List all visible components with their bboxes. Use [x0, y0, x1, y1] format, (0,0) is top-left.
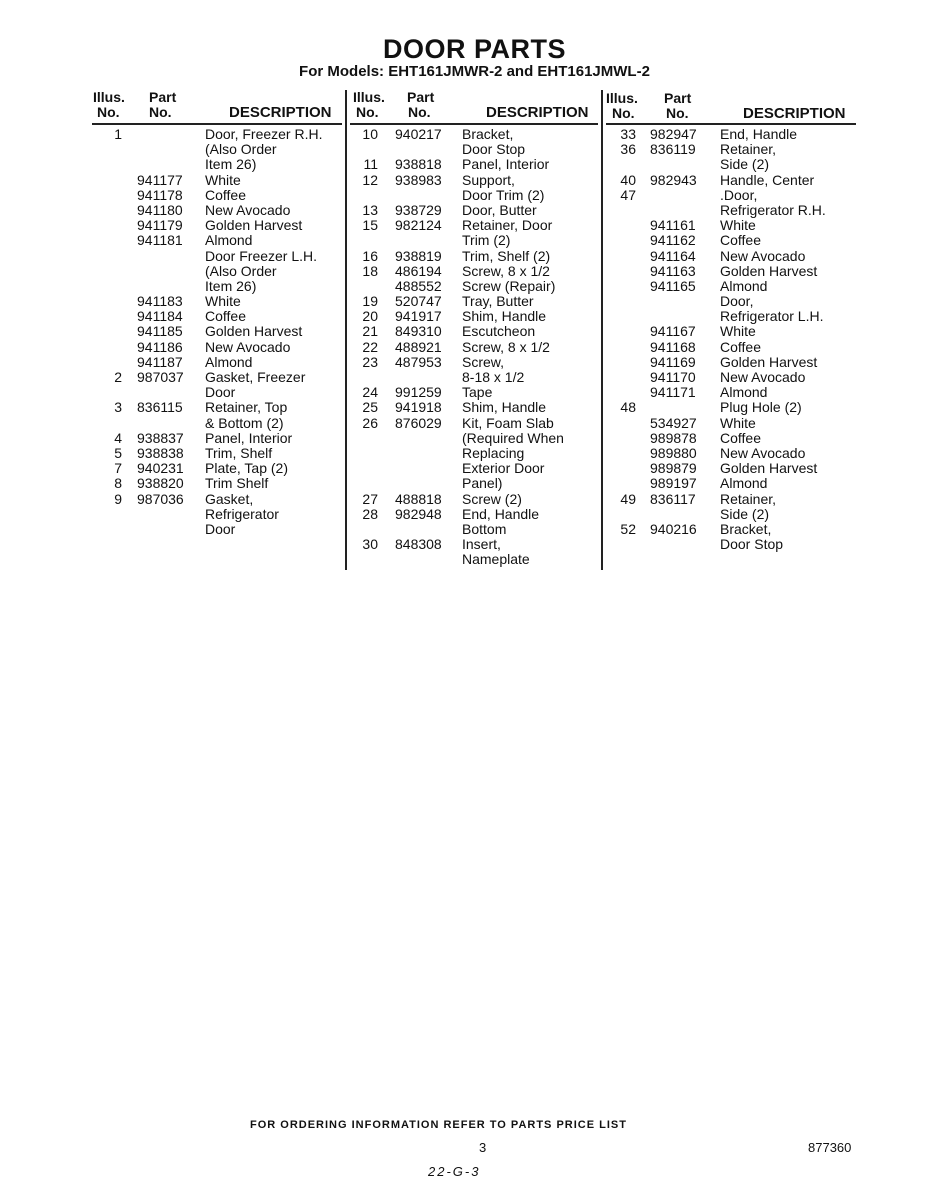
part-description: Side (2) — [720, 156, 770, 173]
part-description: New Avocado — [205, 201, 291, 218]
part-description: Golden Harvest — [720, 460, 818, 477]
illus-number: 33 — [620, 126, 636, 142]
illus-number: 11 — [363, 156, 378, 173]
illus-number: 4 — [114, 429, 122, 446]
table-row — [347, 340, 601, 355]
part-description: Exterior Door — [462, 460, 545, 477]
page-number: 3 — [479, 1140, 487, 1155]
part-description: Almond — [720, 475, 768, 492]
header-description: DESCRIPTION — [229, 104, 332, 121]
table-row — [603, 492, 857, 507]
part-description: Plug Hole (2) — [720, 399, 802, 416]
table-row — [347, 461, 601, 476]
part-number: 938820 — [137, 475, 184, 492]
part-description: Item 26) — [205, 156, 257, 173]
table-row — [603, 142, 857, 157]
part-description: Door, Freezer R.H. — [205, 126, 323, 142]
part-description: Plate, Tap (2) — [205, 460, 289, 477]
part-number: 982124 — [395, 217, 442, 234]
part-description: Door Stop — [720, 536, 784, 553]
table-row — [603, 294, 857, 309]
part-description: Retainer, Top — [205, 399, 288, 416]
table-row — [347, 233, 601, 248]
table-row — [603, 309, 857, 324]
table-row — [347, 492, 601, 507]
part-description: Panel, Interior — [205, 429, 293, 446]
part-description: White — [205, 171, 241, 188]
part-description: Coffee — [205, 308, 246, 325]
part-number: 941168 — [650, 338, 696, 355]
part-description: Shim, Handle — [462, 399, 547, 416]
table-row — [347, 476, 601, 491]
illus-number: 5 — [114, 444, 122, 461]
part-description: Door Freezer L.H. — [205, 247, 318, 264]
ordering-note: FOR ORDERING INFORMATION REFER TO PARTS PRICE LIST — [250, 1119, 627, 1131]
part-number: 989878 — [650, 429, 697, 446]
part-description: Support, — [462, 171, 515, 188]
part-number: 982947 — [650, 126, 697, 142]
part-number: 941186 — [137, 338, 183, 355]
header-illus: Illus. — [606, 90, 638, 106]
illus-number: 2 — [114, 369, 122, 385]
table-row — [603, 431, 857, 446]
part-number: 488921 — [395, 338, 442, 355]
header-illus-no: No. — [612, 105, 635, 121]
table-row — [347, 416, 601, 431]
table-row — [347, 431, 601, 446]
part-number: 534927 — [650, 414, 697, 431]
table-row — [90, 461, 344, 476]
part-description: Retainer, — [720, 141, 777, 158]
part-description: Replacing — [462, 444, 525, 461]
part-number: 991259 — [395, 384, 442, 401]
table-row — [347, 294, 601, 309]
part-number: 941169 — [650, 353, 696, 370]
part-description: Trim Shelf — [205, 475, 269, 492]
illus-number: 28 — [362, 505, 378, 522]
table-row — [347, 279, 601, 294]
table-row — [90, 522, 344, 537]
table-row — [347, 264, 601, 279]
part-description: (Also Order — [205, 141, 277, 158]
part-number: 938819 — [395, 247, 442, 264]
table-row — [90, 233, 344, 248]
part-description: Gasket, — [205, 490, 254, 507]
table-row — [90, 507, 344, 522]
table-row — [347, 188, 601, 203]
illus-number: 25 — [362, 399, 378, 416]
part-description: End, Handle — [462, 505, 540, 522]
illus-number: 12 — [362, 171, 378, 188]
part-description: (Required When — [462, 429, 564, 446]
illus-number: 15 — [362, 217, 378, 234]
part-description: New Avocado — [720, 247, 806, 264]
illus-number: 8 — [114, 475, 122, 492]
part-description: White — [720, 414, 756, 431]
part-description: Almond — [205, 232, 253, 249]
illus-number: 21 — [362, 323, 378, 340]
page-title: DOOR PARTS — [382, 34, 566, 64]
part-description: Golden Harvest — [720, 262, 818, 279]
part-number: 938729 — [395, 201, 442, 218]
part-description: Item 26) — [205, 277, 257, 294]
illus-number: 24 — [362, 384, 378, 401]
part-number: 486194 — [395, 262, 442, 279]
header-part-no: No. — [149, 104, 172, 120]
table-row — [90, 324, 344, 339]
part-description: Bottom — [462, 520, 507, 537]
illus-number: 30 — [362, 536, 378, 553]
table-row — [90, 203, 344, 218]
table-row — [90, 340, 344, 355]
illus-number: 49 — [620, 490, 636, 507]
part-number: 938818 — [395, 156, 442, 173]
part-number: 487953 — [395, 353, 442, 370]
part-number: 836119 — [650, 141, 696, 158]
part-number: 941161 — [650, 217, 696, 234]
part-description: Golden Harvest — [720, 353, 818, 370]
table-row — [603, 537, 857, 552]
part-description: Retainer, Door — [462, 217, 553, 234]
part-number: 940217 — [395, 126, 442, 142]
header-part: Part — [149, 89, 177, 105]
table-row — [603, 416, 857, 431]
parts-column-2 — [347, 127, 601, 567]
table-row — [603, 507, 857, 522]
part-number: 941181 — [137, 232, 183, 249]
illus-number: 20 — [362, 308, 378, 325]
part-description: Door Stop — [462, 141, 526, 158]
table-row — [603, 249, 857, 264]
table-row — [603, 522, 857, 537]
parts-column-3 — [603, 127, 857, 552]
part-description: Handle, Center — [720, 171, 815, 188]
part-number: 987037 — [137, 369, 184, 385]
table-row — [603, 446, 857, 461]
table-row — [347, 127, 601, 142]
part-description: New Avocado — [720, 444, 806, 461]
table-row — [347, 157, 601, 172]
part-number: 989879 — [650, 460, 697, 477]
part-number: 876029 — [395, 414, 442, 431]
header-underline — [606, 123, 856, 125]
part-description: Refrigerator R.H. — [720, 201, 826, 218]
part-description: White — [720, 323, 756, 340]
table-row — [603, 218, 857, 233]
part-description: Coffee — [720, 232, 761, 249]
document-number: 877360 — [808, 1140, 852, 1155]
part-number: 836117 — [650, 490, 696, 507]
table-row — [347, 522, 601, 537]
part-number: 941187 — [137, 353, 183, 370]
table-row — [603, 476, 857, 491]
illus-number: 16 — [362, 247, 378, 264]
part-description: Refrigerator — [205, 505, 279, 522]
illus-number: 36 — [620, 141, 636, 158]
part-description: .Door, — [720, 186, 758, 203]
table-row — [347, 446, 601, 461]
table-row — [90, 142, 344, 157]
part-number: 941170 — [650, 369, 696, 385]
part-description: White — [205, 293, 241, 310]
illus-number: 18 — [362, 262, 378, 279]
illus-number: 40 — [620, 171, 636, 188]
part-description: New Avocado — [205, 338, 291, 355]
table-row — [347, 309, 601, 324]
header-part-no: No. — [408, 104, 431, 120]
part-description: Retainer, — [720, 490, 777, 507]
part-description: & Bottom (2) — [205, 414, 284, 431]
part-description: Coffee — [205, 186, 246, 203]
table-row — [90, 492, 344, 507]
part-number: 520747 — [395, 293, 442, 310]
part-number: 488552 — [395, 277, 442, 294]
part-description: New Avocado — [720, 369, 806, 385]
part-description: Coffee — [720, 429, 761, 446]
table-row — [90, 279, 344, 294]
part-number: 982948 — [395, 505, 442, 522]
illus-number: 10 — [362, 126, 378, 142]
table-row — [347, 142, 601, 157]
header-part: Part — [664, 90, 692, 106]
part-number: 941164 — [650, 247, 696, 264]
table-row — [603, 400, 857, 415]
part-description: Screw (Repair) — [462, 277, 556, 294]
illus-number: 27 — [362, 490, 378, 507]
table-row — [90, 431, 344, 446]
table-row — [347, 552, 601, 567]
part-number: 938983 — [395, 171, 442, 188]
header-underline — [350, 123, 598, 125]
table-row — [90, 370, 344, 385]
table-row — [90, 309, 344, 324]
part-description: Almond — [720, 277, 768, 294]
part-description: Door — [205, 384, 236, 401]
parts-column-1 — [90, 127, 344, 537]
header-underline — [92, 123, 342, 125]
header-description: DESCRIPTION — [743, 105, 846, 122]
part-description: Screw, 8 x 1/2 — [462, 262, 550, 279]
table-row — [603, 370, 857, 385]
table-row — [90, 249, 344, 264]
part-description: Kit, Foam Slab — [462, 414, 554, 431]
table-row — [90, 264, 344, 279]
part-number: 941918 — [395, 399, 442, 416]
part-description: Almond — [205, 353, 253, 370]
part-description: Screw, 8 x 1/2 — [462, 338, 550, 355]
header-illus-no: No. — [97, 104, 120, 120]
part-description: Screw (2) — [462, 490, 522, 507]
table-row — [347, 218, 601, 233]
illus-number: 23 — [362, 353, 378, 370]
part-description: Screw, — [462, 353, 505, 370]
part-number: 938837 — [137, 429, 184, 446]
table-row — [347, 173, 601, 188]
part-description: Bracket, — [462, 126, 514, 142]
table-row — [603, 355, 857, 370]
part-description: Nameplate — [462, 551, 530, 568]
header-part: Part — [407, 89, 435, 105]
table-row — [90, 400, 344, 415]
part-number: 488818 — [395, 490, 442, 507]
table-row — [603, 203, 857, 218]
part-number: 848308 — [395, 536, 442, 553]
models-subtitle: For Models: EHT161JMWR-2 and EHT161JMWL-2 — [299, 63, 650, 80]
part-description: Door, Butter — [462, 201, 537, 218]
table-row — [347, 203, 601, 218]
part-description: White — [720, 217, 756, 234]
table-row — [90, 294, 344, 309]
table-row — [347, 324, 601, 339]
table-row — [90, 446, 344, 461]
table-row — [603, 127, 857, 142]
illus-number: 7 — [114, 460, 122, 477]
table-row — [603, 279, 857, 294]
part-description: Tray, Butter — [462, 293, 534, 310]
table-row — [90, 188, 344, 203]
part-description: Door, — [720, 293, 754, 310]
illus-number: 26 — [362, 414, 378, 431]
part-description: Panel) — [462, 475, 503, 492]
part-number: 941184 — [137, 308, 183, 325]
table-row — [347, 385, 601, 400]
part-number: 989197 — [650, 475, 697, 492]
table-row — [603, 188, 857, 203]
table-row — [90, 476, 344, 491]
part-number: 941167 — [650, 323, 696, 340]
part-number: 940231 — [137, 460, 184, 477]
part-description: Insert, — [462, 536, 501, 553]
table-row — [90, 218, 344, 233]
part-description: Refrigerator L.H. — [720, 308, 824, 325]
illus-number: 1 — [114, 126, 122, 142]
table-row — [90, 416, 344, 431]
part-number: 849310 — [395, 323, 442, 340]
part-number: 941165 — [650, 277, 696, 294]
illus-number: 22 — [362, 338, 378, 355]
part-description: Trim (2) — [462, 232, 511, 249]
table-row — [603, 461, 857, 476]
part-description: Tape — [462, 384, 493, 401]
part-number: 938838 — [137, 444, 184, 461]
part-description: Shim, Handle — [462, 308, 547, 325]
header-illus-no: No. — [356, 104, 379, 120]
table-row — [90, 385, 344, 400]
table-row — [603, 264, 857, 279]
part-description: Coffee — [720, 338, 761, 355]
table-row — [603, 385, 857, 400]
part-number: 941178 — [137, 186, 183, 203]
part-description: Trim, Shelf (2) — [462, 247, 551, 264]
part-description: Side (2) — [720, 505, 770, 522]
part-number: 941185 — [137, 323, 183, 340]
table-row — [347, 400, 601, 415]
part-description: (Also Order — [205, 262, 277, 279]
table-row — [347, 249, 601, 264]
part-number: 941917 — [395, 308, 442, 325]
part-description: 8-18 x 1/2 — [462, 369, 525, 385]
header-part-no: No. — [666, 105, 689, 121]
illus-number: 48 — [620, 399, 636, 416]
part-description: Almond — [720, 384, 768, 401]
table-row — [603, 233, 857, 248]
table-row — [603, 340, 857, 355]
table-row — [347, 355, 601, 370]
part-description: Door — [205, 520, 236, 537]
part-number: 941179 — [137, 217, 183, 234]
part-description: Golden Harvest — [205, 217, 303, 234]
part-description: End, Handle — [720, 126, 798, 142]
part-number: 989880 — [650, 444, 697, 461]
header-description: DESCRIPTION — [486, 104, 589, 121]
part-description: Golden Harvest — [205, 323, 303, 340]
illus-number: 47 — [620, 186, 636, 203]
part-description: Trim, Shelf — [205, 444, 273, 461]
part-number: 987036 — [137, 490, 184, 507]
table-row — [347, 537, 601, 552]
header-illus: Illus. — [353, 89, 385, 105]
part-number: 941171 — [650, 384, 696, 401]
part-number: 941180 — [137, 201, 183, 218]
table-row — [603, 157, 857, 172]
table-row — [347, 507, 601, 522]
part-description: Gasket, Freezer — [205, 369, 306, 385]
table-row — [603, 173, 857, 188]
part-number: 941163 — [650, 262, 696, 279]
part-number: 836115 — [137, 399, 183, 416]
table-row — [90, 157, 344, 172]
header-illus: Illus. — [93, 89, 125, 105]
table-row — [603, 324, 857, 339]
illus-number: 52 — [620, 520, 636, 537]
part-description: Door Trim (2) — [462, 186, 545, 203]
table-row — [90, 127, 344, 142]
part-number: 940216 — [650, 520, 697, 537]
part-description: Panel, Interior — [462, 156, 550, 173]
part-description: Escutcheon — [462, 323, 536, 340]
part-number: 982943 — [650, 171, 697, 188]
part-number: 941177 — [137, 171, 183, 188]
table-row — [90, 173, 344, 188]
part-number: 941162 — [650, 232, 696, 249]
illus-number: 19 — [362, 293, 378, 310]
part-number: 941183 — [137, 293, 183, 310]
table-row — [347, 370, 601, 385]
illus-number: 3 — [114, 399, 122, 416]
part-description: Bracket, — [720, 520, 772, 537]
table-row — [90, 355, 344, 370]
illus-number: 13 — [362, 201, 378, 218]
handwritten-note: 22-G-3 — [428, 1164, 481, 1179]
illus-number: 9 — [114, 490, 122, 507]
